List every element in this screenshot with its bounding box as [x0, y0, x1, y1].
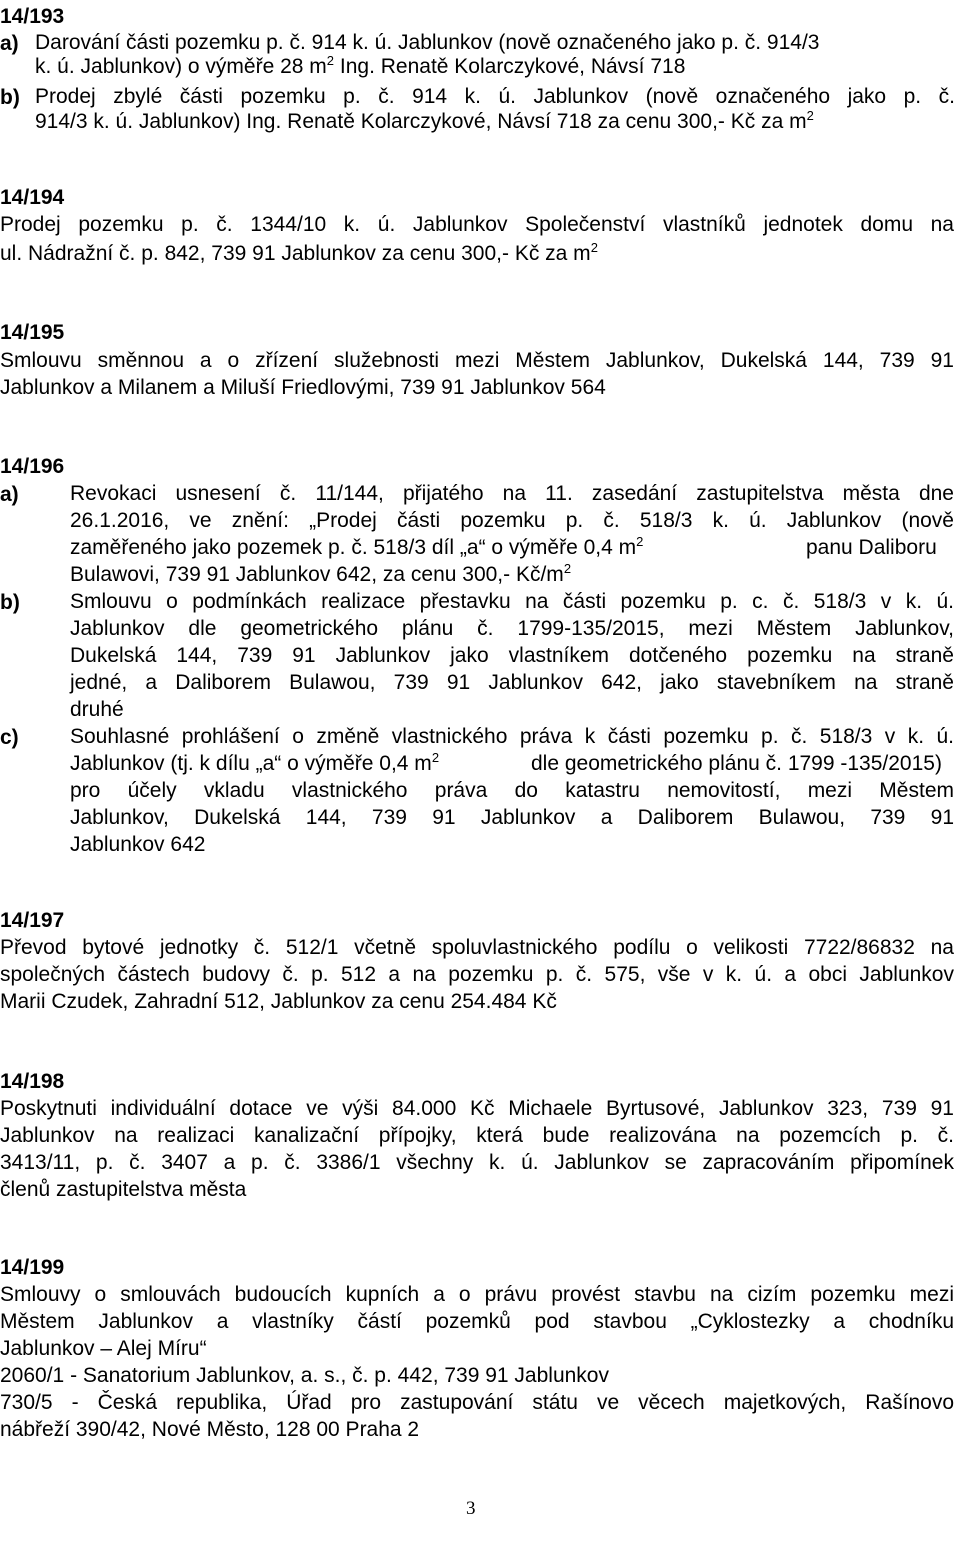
- text-line: Jablunkov dle geometrického plánu č. 1799-135/2015, mezi Městem Jablunkov,: [70, 617, 954, 640]
- item-number: 14/196: [0, 455, 65, 478]
- sub-label: b): [0, 591, 20, 614]
- item-number: 14/193: [0, 5, 65, 28]
- text-line: 914/3 k. ú. Jablunkov) Ing. Renatě Kolarczykové, Návsí 718 za cenu 300,- Kč za $m^2$: [35, 108, 814, 133]
- text-line: Jablunkov 642: [70, 833, 206, 856]
- text-line: Smlouvu o podmínkách realizace přestavku na části pozemku p. c. č. 518/3 v k. ú.: [70, 590, 954, 613]
- page-number: 3: [466, 1498, 476, 1519]
- sub-label: a): [0, 32, 19, 55]
- text-line: Revokaci usnesení č. 11/144, přijatého na 11. zasedání zastupitelstva města dne: [70, 482, 954, 505]
- item-number: 14/195: [0, 321, 65, 344]
- text-line: Městem Jablunkov a vlastníky částí pozemků pod stavbou „Cyklostezky a chodníku: [0, 1310, 954, 1333]
- text-line: Jablunkov – Alej Míru“: [0, 1337, 207, 1360]
- text-line: 26.1.2016, ve znění: „Prodej části pozemku p. č. 518/3 k. ú. Jablunkov (nově: [70, 509, 954, 532]
- text-line: 3413/11, p. č. 3407 a p. č. 3386/1 všechny k. ú. Jablunkov se zapracováním připomínek: [0, 1151, 954, 1174]
- item-number: 14/197: [0, 909, 65, 932]
- text-line: Jablunkov (tj. k dílu „a“ o výměře 0,4 $m^2$: [70, 750, 440, 775]
- text-line: Prodej zbylé části pozemku p. č. 914 k. ú. Jablunkov (nově označeného jako p. č.: [35, 85, 955, 108]
- text-line: společných částech budovy č. p. 512 a na pozemku p. č. 575, vše v k. ú. a obci Jablunkov: [0, 963, 954, 986]
- text-line: ul. Nádražní č. p. 842, 739 91 Jablunkov za cenu 300,- Kč za $m^2$: [0, 240, 598, 265]
- text-line: Smlouvu směnnou a o zřízení služebnosti mezi Městem Jablunkov, Dukelská 144, 739 91: [0, 349, 954, 372]
- text-line: Jablunkov, Dukelská 144, 739 91 Jablunkov a Daliborem Bulawou, 739 91: [70, 806, 954, 829]
- text-line: 2060/1 - Sanatorium Jablunkov, a. s., č. p. 442, 739 91 Jablunkov: [0, 1364, 609, 1387]
- text-line: Dukelská 144, 739 91 Jablunkov jako vlastníkem dotčeného pozemku na straně: [70, 644, 954, 667]
- text-line: Bulawovi, 739 91 Jablunkov 642, za cenu 300,- $Kč/m^2$: [70, 561, 572, 586]
- text-line: Souhlasné prohlášení o změně vlastnického práva k části pozemku p. č. 518/3 v k. ú.: [70, 725, 954, 748]
- sub-label: c): [0, 726, 19, 749]
- text-line: členů zastupitelstva města: [0, 1178, 247, 1201]
- text-line: panu Daliboru: [806, 536, 937, 559]
- sub-label: b): [0, 86, 20, 109]
- text-line: zaměřeného jako pozemek p. č. 518/3 díl „a“ o výměře 0,4 $m^2$: [70, 534, 644, 559]
- text-line: pro účely vkladu vlastnického práva do katastru nemovitostí, mezi Městem: [70, 779, 954, 802]
- text-line: Poskytnuti individuální dotace ve výši 84.000 Kč Michaele Byrtusové, Jablunkov 323, 739 91: [0, 1097, 954, 1120]
- text-line: nábřeží 390/42, Nové Město, 128 00 Praha 2: [0, 1418, 420, 1441]
- item-number: 14/198: [0, 1070, 65, 1093]
- text-line: Jablunkov na realizaci kanalizační přípojky, která bude realizována na pozemcích p. č.: [0, 1124, 954, 1147]
- text-line: dle geometrického plánu č. 1799 -135/2015): [531, 752, 942, 775]
- item-number: 14/194: [0, 186, 65, 209]
- item-number: 14/199: [0, 1256, 65, 1279]
- text-line: druhé: [70, 698, 124, 721]
- text-line: k. ú. Jablunkov) o výměře 28 $m^2$ Ing. Renatě Kolarczykové, Návsí 718: [35, 53, 686, 78]
- text-line: Smlouvy o smlouvách budoucích kupních a o právu provést stavbu na cizím pozemku mezi: [0, 1283, 954, 1306]
- text-line: jedné, a Daliborem Bulawou, 739 91 Jablunkov 642, jako stavebníkem na straně: [70, 671, 954, 694]
- text-line: 730/5 - Česká republika, Úřad pro zastupování státu ve věcech majetkových, Rašínovo: [0, 1391, 954, 1414]
- text-line: Darování části pozemku p. č. 914 k. ú. Jablunkov (nově označeného jako p. č. 914/3: [35, 31, 820, 54]
- sub-label: a): [0, 483, 19, 506]
- text-line: Prodej pozemku p. č. 1344/10 k. ú. Jablunkov Společenství vlastníků jednotek domu na: [0, 213, 954, 236]
- text-line: Jablunkov a Milanem a Miluší Friedlovými, 739 91 Jablunkov 564: [0, 376, 606, 399]
- text-line: Marii Czudek, Zahradní 512, Jablunkov za cenu 254.484 Kč: [0, 990, 557, 1013]
- text-line: Převod bytové jednotky č. 512/1 včetně spoluvlastnického podílu o velikosti 7722/86832 na: [0, 936, 954, 959]
